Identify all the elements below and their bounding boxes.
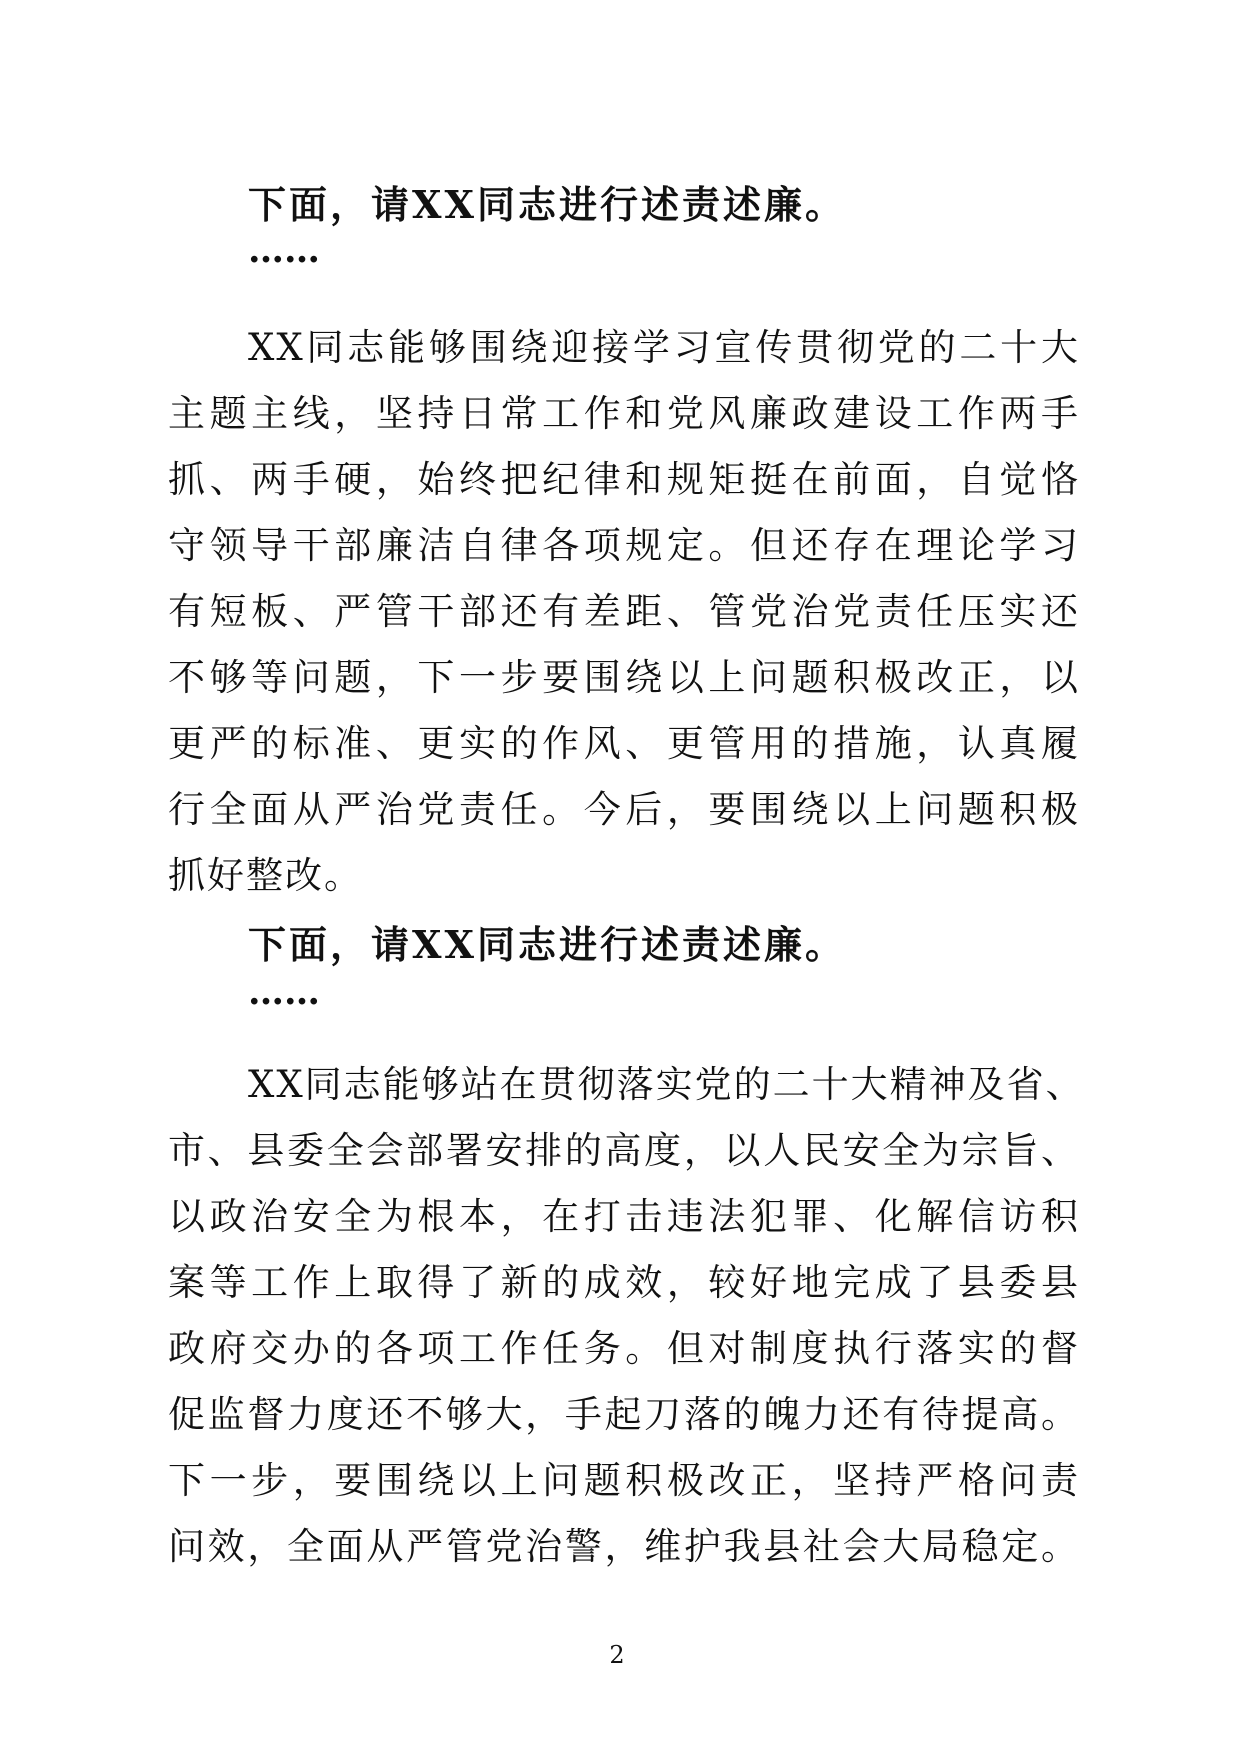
section-1-line-3: 抓、两手硬，始终把纪律和规矩挺在前面，自觉恪 <box>168 458 1080 501</box>
section-1-line-5: 有短板、严管干部还有差距、管党治党责任压实还 <box>168 590 1080 633</box>
section-2-line-4: 案等工作上取得了新的成效，较好地完成了县委县 <box>168 1261 1080 1304</box>
section-2-heading: 下面，请XX同志进行述责述廉。 <box>248 922 846 967</box>
section-2-line-2: 市、县委全会部署安排的高度，以人民安全为宗旨、 <box>168 1129 1080 1172</box>
section-1-line-2: 主题主线，坚持日常工作和党风廉政建设工作两手 <box>168 392 1080 435</box>
section-1-line-4: 守领导干部廉洁自律各项规定。但还存在理论学习 <box>168 524 1080 567</box>
section-1-heading: 下面，请XX同志进行述责述廉。 <box>248 182 846 227</box>
section-2-line-3: 以政治安全为根本，在打击违法犯罪、化解信访积 <box>168 1195 1080 1238</box>
section-1-line-1: XX同志能够围绕迎接学习宣传贯彻党的二十大 <box>248 326 1080 369</box>
section-1-line-7: 更严的标准、更实的作风、更管用的措施，认真履 <box>168 722 1080 765</box>
section-1-line-9: 抓好整改。 <box>168 854 363 897</box>
section-2-line-7: 下一步，要围绕以上问题积极改正，坚持严格问责 <box>168 1459 1080 1502</box>
section-2-line-5: 政府交办的各项工作任务。但对制度执行落实的督 <box>168 1327 1080 1370</box>
section-2-line-6: 促监督力度还不够大，手起刀落的魄力还有待提高。 <box>168 1393 1080 1436</box>
section-1-ellipsis: …… <box>248 229 320 271</box>
section-2-line-1: XX同志能够站在贯彻落实党的二十大精神及省、 <box>248 1063 1085 1106</box>
section-2-ellipsis: …… <box>248 971 320 1013</box>
section-2-line-8: 问效，全面从严管党治警，维护我县社会大局稳定。 <box>168 1525 1080 1568</box>
section-1-line-8: 行全面从严治党责任。今后，要围绕以上问题积极 <box>168 788 1080 831</box>
page-number: 2 <box>609 1641 625 1669</box>
section-1-line-6: 不够等问题，下一步要围绕以上问题积极改正，以 <box>168 656 1080 699</box>
